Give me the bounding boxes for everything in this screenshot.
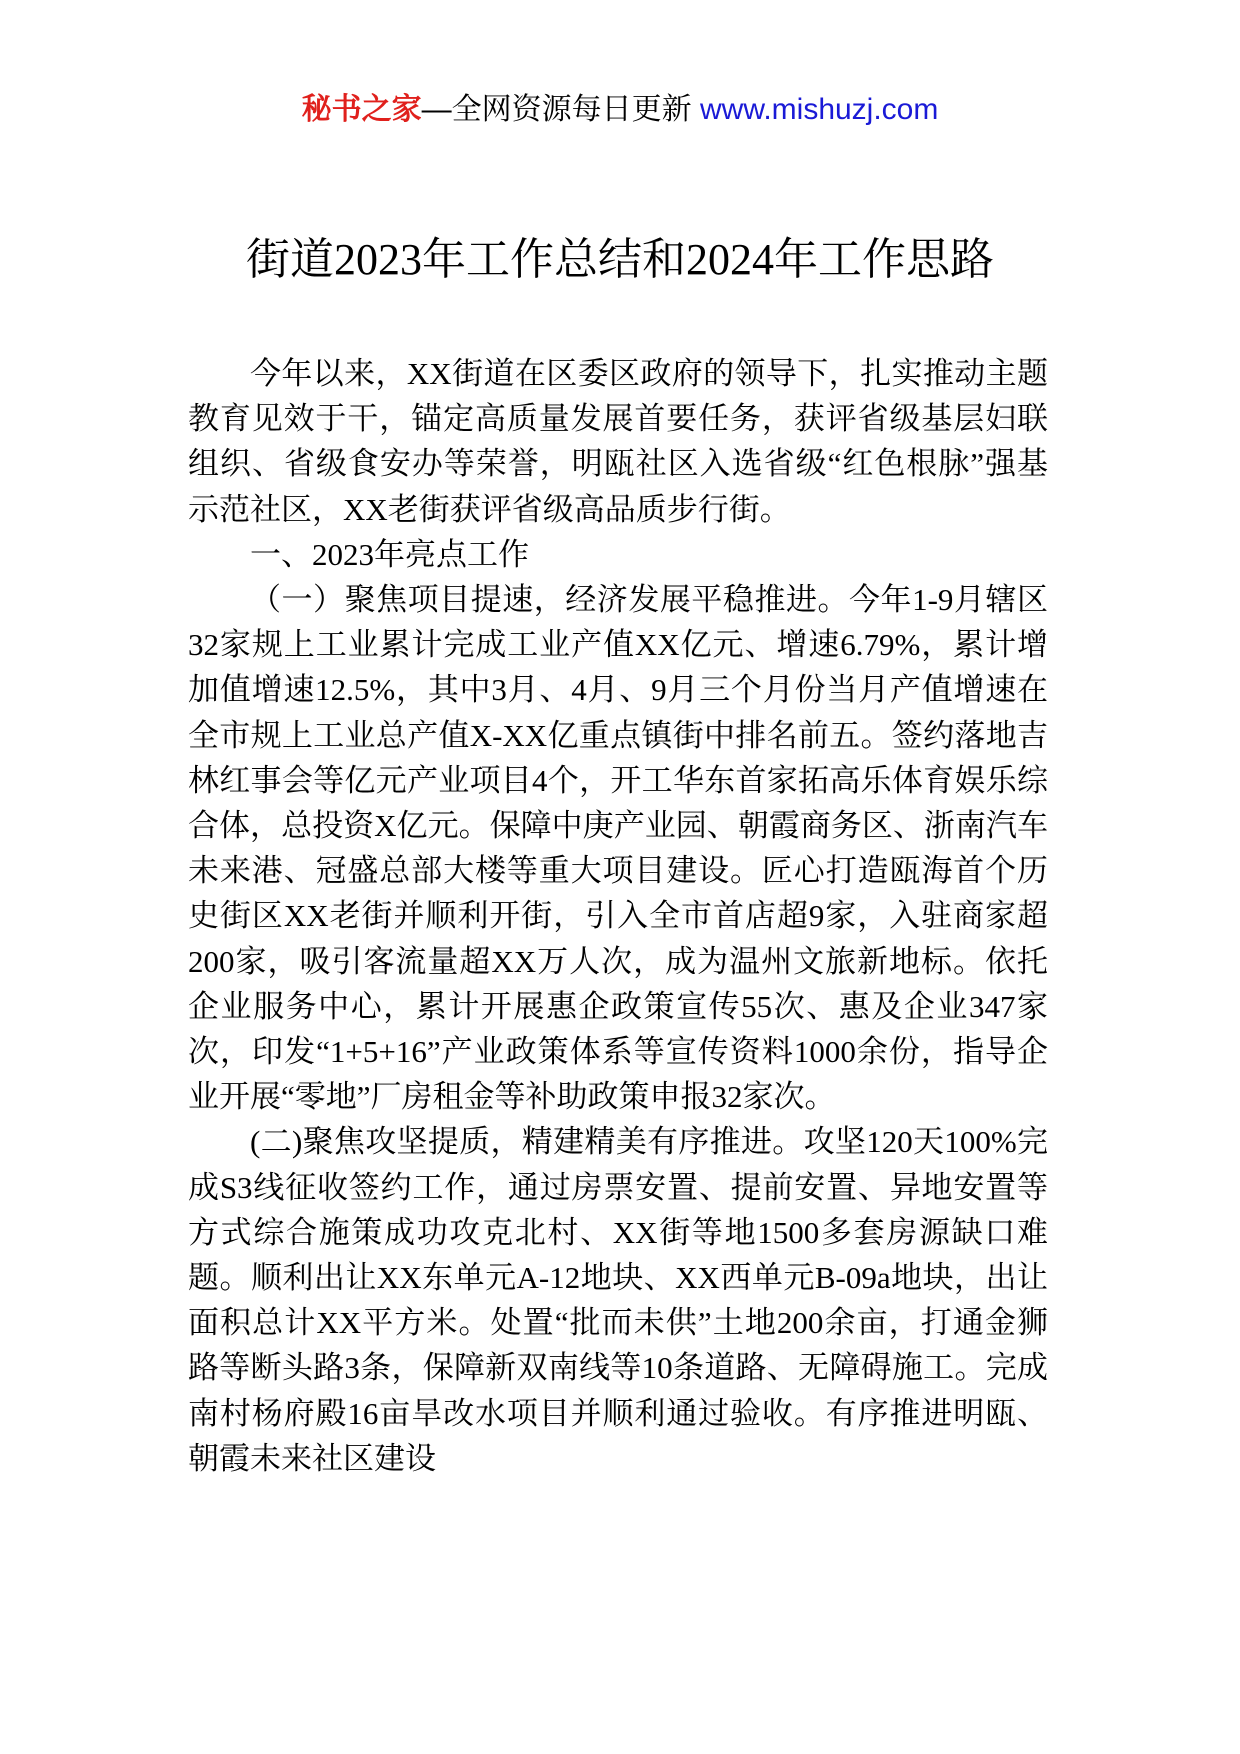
- site-header: [0, 90, 1240, 130]
- site-tagline: —全网资源每日更新: [421, 93, 692, 126]
- document-title: 街道2023年工作总结和2024年工作思路: [246, 235, 994, 284]
- site-brand: 秘书之家: [301, 93, 422, 126]
- section-heading: 一、2023年亮点工作: [250, 536, 529, 572]
- document-body: [188, 351, 1048, 1481]
- body-paragraph: (二)聚焦攻坚提质，精建精美有序推进。攻坚120天100%完成S3线征收签约工作，通过房票安置、提前安置、异地安置等方式综合施策成功攻克北村、XX街等地1500多套房源缺口难题。顺利出让XX东单元A-12地块、XX西单元B-09a地块，出让面积总计XX平方米。处置“批而未供”土地200余亩，打通金狮路等断头路3条，保障新双南线等10条道路、无障碍施工。完成南村杨府殿16亩旱改水项目并顺利通过验收。有序推进明瓯、朝霞未来社区建设: [188, 1124, 1048, 1476]
- body-paragraph: （一）聚焦项目提速，经济发展平稳推进。今年1-9月辖区32家规上工业累计完成工业产值XX亿元、增速6.79%，累计增加值增速12.5%，其中3月、4月、9月三个月份当月产值增速在全市规上工业总产值X-XX亿重点镇街中排名前五。签约落地吉林红事会等亿元产业项目4个，开工华东首家拓高乐体育娱乐综合体，总投资X亿元。保障中庚产业园、朝霞商务区、浙南汽车未来港、冠盛总部大楼等重大项目建设。匠心打造瓯海首个历史街区XX老街并顺利开街，引入全市首店超9家，入驻商家超200家，吸引客流量超XX万人次，成为温州文旅新地标。依托企业服务中心，累计开展惠企政策宣传55次、惠及企业347家次，印发“1+5+16”产业政策体系等宣传资料1000余份，指导企业开展“零地”厂房租金等补助政策申报32家次。: [188, 582, 1048, 1115]
- site-url-link[interactable]: www.mishuzj.com: [699, 93, 939, 126]
- intro-paragraph: 今年以来，XX街道在区委区政府的领导下，扎实推动主题教育见效于干，锚定高质量发展首要任务，获评省级基层妇联组织、省级食安办等荣誉，明瓯社区入选省级“红色根脉”强基示范社区，XX老街获评省级高品质步行街。: [188, 356, 1048, 527]
